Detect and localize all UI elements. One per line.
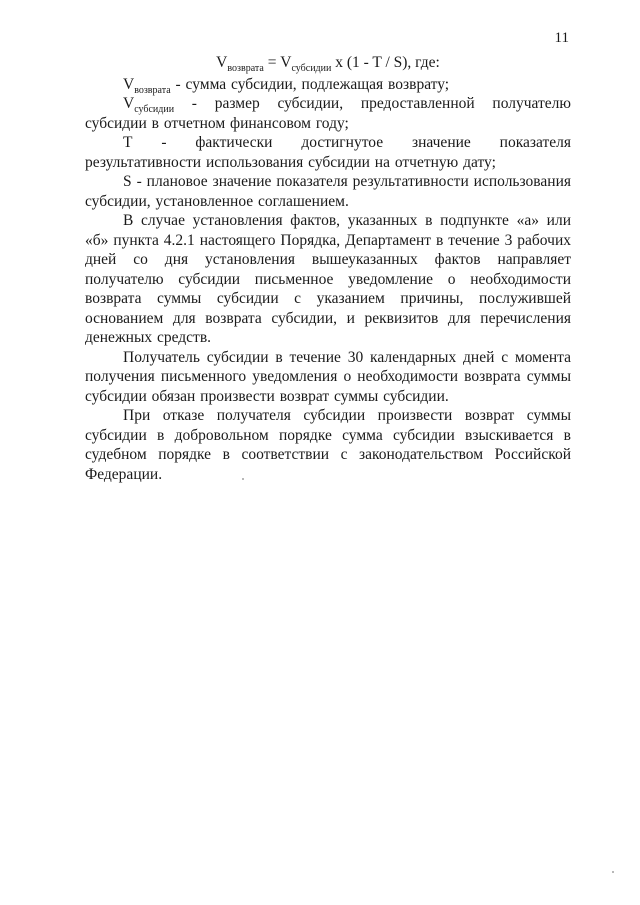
definition-text: - сумма субсидии, подлежащая возврату; xyxy=(170,75,450,93)
definition-text: - фактически достигнутое значение показателя результативности использования субсидии на отчетную дату; xyxy=(85,134,571,171)
scan-speck xyxy=(612,871,614,873)
formula-line xyxy=(85,53,571,73)
definition-t xyxy=(85,133,571,172)
formula-v-returns-subscript: возврата xyxy=(227,63,264,75)
formula-v-returns-base: V xyxy=(216,54,228,71)
definition-v-returns xyxy=(85,75,571,95)
paragraph-notification: В случае установления фактов, указанных в подпункте «а» или «б» пункта 4.2.1 настоящего Порядка, Департамент в течение 3 рабочих дней со дня установления вышеуказанных фактов направляет получателю субсидии письменное уведомление о необходимости возврата суммы субсидии с указанием причины, послужившей основанием для возврата субсидии, и реквизитов для перечисления денежных средств. xyxy=(85,212,571,346)
definition-base: V xyxy=(123,95,135,112)
scan-speck xyxy=(242,478,244,480)
definition-subscript: субсидии xyxy=(134,104,175,116)
page-number: 11 xyxy=(554,30,569,46)
paragraph-court-recovery: При отказе получателя субсидии произвести возврат суммы субсидии в добровольном порядке сумма субсидии взыскивается в судебном порядке в соответствии с законодательством Российской Федерации. xyxy=(85,407,571,483)
formula-tail: x (1 - T / S), где: xyxy=(331,54,440,71)
definition-v-subsidy xyxy=(85,94,571,133)
page-content xyxy=(85,30,571,484)
definition-subscript: возврата xyxy=(134,84,171,96)
definition-text: - плановое значение показателя результативности использования субсидии, установленное соглашением. xyxy=(85,173,571,210)
definition-base: V xyxy=(123,75,135,93)
definition-base: Т xyxy=(123,134,133,151)
definition-base: S xyxy=(123,173,132,190)
formula-equals: = V xyxy=(263,54,292,71)
definition-s xyxy=(85,172,571,211)
formula-v-subsidy-subscript: субсидии xyxy=(291,63,332,75)
definition-text: - размер субсидии, предоставленной получателю субсидии в отчетном финансовом году; xyxy=(85,95,571,132)
paragraph-return-deadline: Получатель субсидии в течение 30 календарных дней с момента получения письменного уведомления о необходимости возврата суммы субсидии обязан произвести возврат суммы субсидии. xyxy=(85,348,571,405)
